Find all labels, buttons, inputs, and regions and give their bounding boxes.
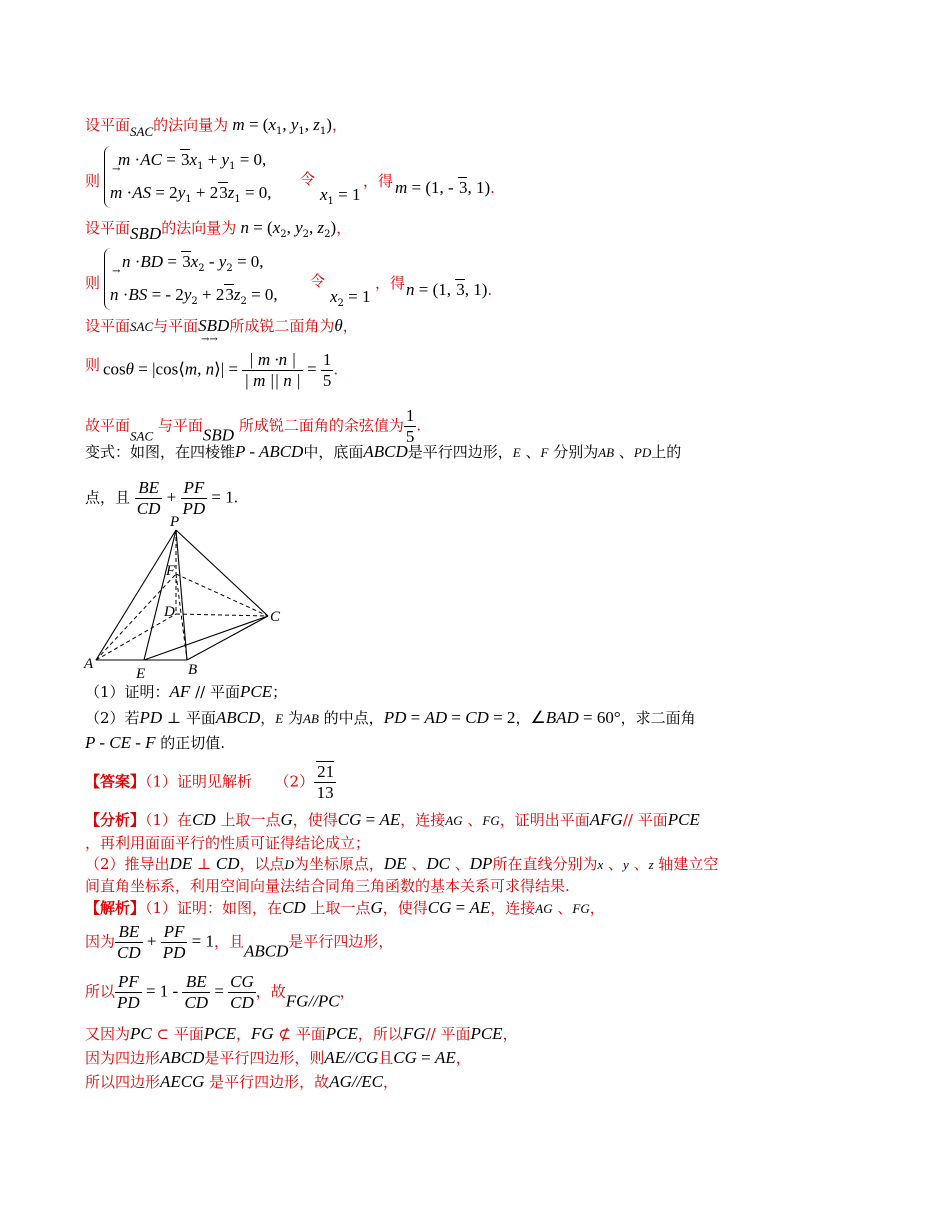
edge-pa [96,530,176,660]
fig-label-c: C [270,609,281,625]
line-variation-1: 变式：如图，在四棱锥P - ABCD中，底面ABCD是平行四边形，E 、F 分别为AB 、PD上的 [85,442,682,461]
eq-n-result: n = (1, 3, 1). [406,280,493,299]
fig-label-p: P [170,514,180,530]
label-ling-1: 令 [300,170,316,188]
eq-cos-theta: cosθ = |cos⟨m, n⟩| = $\frac{| m \cdot n |}{| m || n |}$ = $\frac{1}{5}$ . [103,350,339,390]
eq-m-result: m = (1, - 3, 1). [395,178,495,197]
eq-m-ac: $m \cdot AC = 3x_1 + y_1 = 0$, [118,150,267,172]
eq-n-bd: $n \cdot BD = 3x_2 - y_2 = 0$, [122,252,264,274]
label-de-2: ，得 [375,274,406,292]
question-1: （1）证明：AF // 平面PCE； [85,682,288,701]
edge-ec [144,616,268,660]
edge-bc [187,616,268,660]
label-ze-1: 则 [85,172,101,190]
answer-line: 【答案】（1）证明见解析 （2） $\frac{21}{13}$ [85,762,335,802]
solution-5: 因为四边形ABCD是平行四边形，则AE//CG且CG = AE， [85,1048,471,1067]
line-sbd-normal-vector: 设平面SBD的法向量为 $n = (x_2$, $y_2$, $z_2$)， [85,218,352,243]
eq-x1-1: $x_1 = 1$ [320,185,361,207]
fig-label-a: A [84,656,94,672]
edge-pc [176,530,268,616]
eq-n-bs: n ·BS = - $2y_2 + 23z_2 = 0$, [110,285,278,307]
fig-label-f: F [166,563,176,579]
edge-fc-hidden [176,574,268,616]
line-conclusion: 故平面SAC 与平面SBD 所成锐二面角的余弦值为 $\frac{1}{5}$ . [85,406,422,446]
fig-label-d: D [164,604,175,620]
eq-x2-1: $x_2 = 1$ [330,287,371,309]
edge-dc-hidden [176,614,268,616]
analysis-2: ，再利用面面平行的性质可证得结论成立； [85,834,371,852]
analysis-3: （2）推导出DE ⊥ CD，以点D为坐标原点，DE 、DC 、DP所在直线分别为x 、y 、z 轴建立空 [85,854,719,873]
label-ze-3: 则 [85,356,101,374]
analysis-1: 【分析】（1）在CD 上取一点G，使得CG = AE，连接AG 、FG，证明出平面AFG// 平面PCE [85,810,700,829]
fig-label-b: B [188,662,198,678]
solution-3: 所以 $\frac{PF}{PD}$ = 1 - $\frac{BE}{CD}$ = $\frac{CG}{CD}$ ，故FG//PC， [85,972,355,1012]
analysis-4: 间直角坐标系，利用空间向量法结合同角三角函数的基本关系可求得结果. [85,877,570,895]
label-ling-2: 令 [310,272,326,290]
eq-m-as: $m \cdot AS = 2y_1 + 23z_1 = 0$, [110,183,272,205]
label-ze-2: 则 [85,274,101,292]
question-2a: （2）若PD ⊥ 平面ABCD，E 为AB 的中点，PD = AD = CD = 2，∠BAD = 60°，求二面角 [85,708,696,727]
solution-6: 所以四边形AECG 是平行四边形，故AG//EC， [85,1072,399,1091]
fig-label-e: E [136,666,146,682]
solution-4: 又因为PC ⊂ 平面PCE，FG ⊄ 平面PCE，所以FG// 平面PCE， [85,1024,518,1043]
solution-1: 【解析】（1）证明：如图，在CD 上取一点G，使得CG = AE，连接AG 、FG， [85,898,605,917]
vector-arrow-1: → [112,164,121,175]
vector-arrow-2: → [112,266,121,277]
pyramid-figure [80,512,300,684]
line-sac-normal-vector: 设平面SAC的法向量为 $m = (x_1$, $y_1$, $z_1$)， [85,115,347,139]
edge-pe [144,530,176,660]
line-variation-2: 点，且 $\frac{BE}{CD}$ + $\frac{PF}{PD}$ = 1. [85,478,239,518]
question-2b: P - CE - F 的正切值. [85,733,226,752]
vector-arrows-3: →→ [201,334,218,345]
line-angle-theta: 设平面SAC与平面SBD所成锐二面角为θ， [85,316,358,335]
edge-pb [176,530,187,660]
label-de-1: ，得 [363,172,394,190]
solution-2: 因为 $\frac{BE}{CD}$ + $\frac{PF}{PD}$ = 1，且ABCD是平行四边形， [85,922,394,962]
